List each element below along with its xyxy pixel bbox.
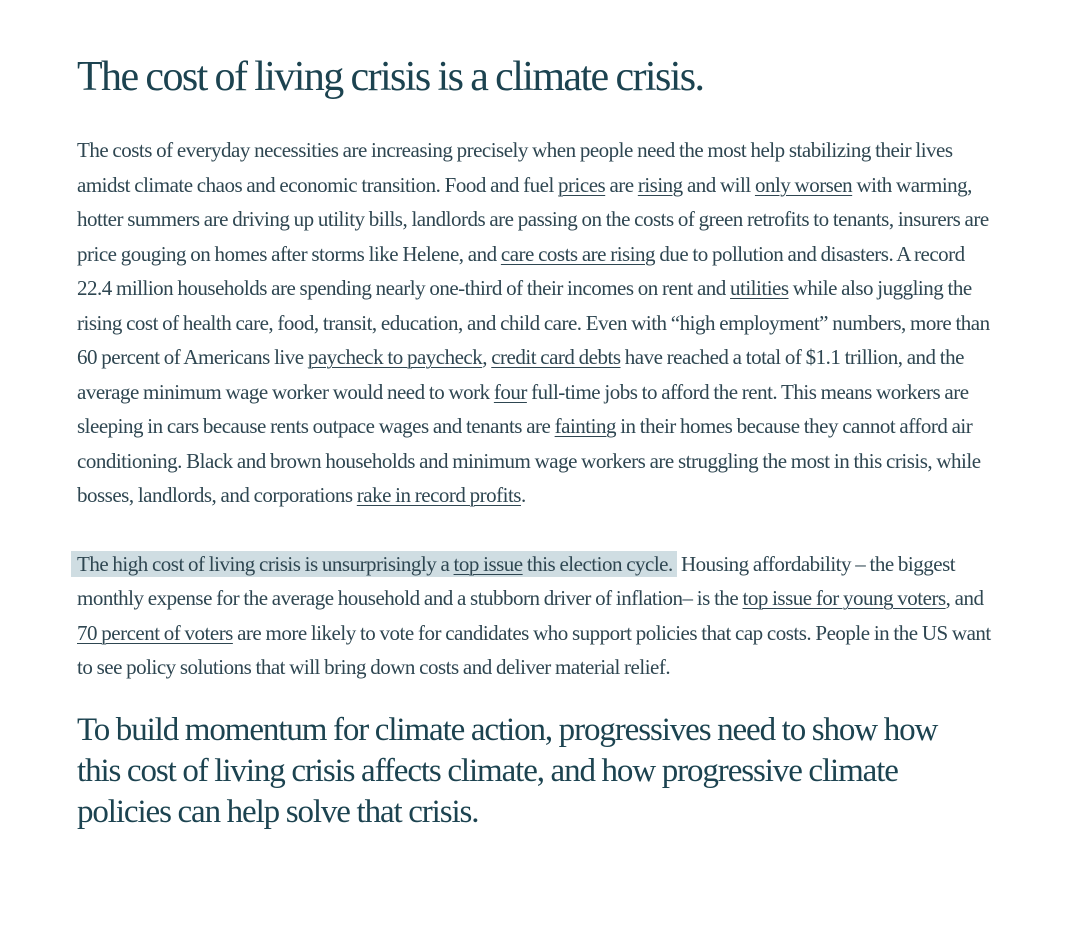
link-prices[interactable]: prices (558, 172, 606, 197)
link-top-issue-for-young-voters[interactable]: top issue for young voters (742, 586, 946, 610)
text: full-time jobs to afford the rent. This means workers are sleeping in cars because rents outpace wages and tenants are (77, 379, 969, 438)
text: due to pollution and disasters. A record 22.4 million households are spending nearly one-third of their incomes on rent and (77, 241, 965, 300)
text: have reached a total of $1.1 trillion, and the average minimum wage worker would need to work (77, 345, 964, 404)
link-rake-in-record-profits[interactable]: rake in record profits (356, 483, 521, 507)
paragraph-election-issue (77, 547, 997, 685)
article-heading: The cost of living crisis is a climate crisis. (77, 54, 704, 100)
link-fainting[interactable]: fainting (554, 414, 616, 438)
text: . (520, 483, 526, 507)
text: this election cycle. (522, 551, 673, 576)
text: The costs of everyday necessities are increasing precisely when people need the most help stabilizing their lives amidst climate chaos and economic transition. Food and fuel (77, 138, 953, 197)
link-care-costs-are-rising[interactable]: care costs are rising (500, 241, 656, 266)
text: are (605, 172, 638, 197)
link-credit-card-debts[interactable]: credit card debts (491, 345, 621, 369)
paragraph-cost-of-necessities (77, 133, 997, 513)
text: , and (945, 586, 984, 610)
link-rising[interactable]: rising (637, 172, 683, 197)
link-only-worsen[interactable]: only worsen (754, 172, 853, 197)
text: Housing affordability – the biggest monthly expense for the average household and a stubborn driver of inflation– is the (77, 551, 956, 610)
text: while also juggling the rising cost of health care, food, transit, education, and child care. Even with “high employment” numbers, more than 60 percent of Americans live (77, 276, 990, 369)
text: and will (682, 172, 755, 197)
link-paycheck-to-paycheck[interactable]: paycheck to paycheck (307, 345, 483, 369)
link-utilities[interactable]: utilities (730, 276, 789, 300)
text: are more likely to vote for candidates who support policies that cap costs. People in the US want to see policy solutions that will bring down costs and deliver material relief. (77, 620, 991, 679)
link-top-issue[interactable]: top issue (453, 551, 523, 576)
text: The high cost of living crisis is unsurprisingly a (77, 551, 454, 576)
text: in their homes because they cannot afford air conditioning. Black and brown households and minimum wage workers are struggling the most in this crisis, while bosses, landlords, and corporations (77, 414, 981, 507)
text: with warming, hotter summers are driving up utility bills, landlords are passing on the costs of green retrofits to tenants, insurers are price gouging on homes after storms like Helene, and (77, 172, 989, 266)
pull-quote-subheading: To build momentum for climate action, progressives need to show how this cost of living crisis affects climate, and how progressive climate policies can help solve that crisis. (77, 711, 938, 830)
text: , (482, 345, 492, 369)
link-four[interactable]: four (493, 379, 527, 404)
link-70-percent-of-voters[interactable]: 70 percent of voters (77, 620, 233, 645)
highlighted-sentence (71, 551, 677, 577)
article (77, 48, 997, 833)
